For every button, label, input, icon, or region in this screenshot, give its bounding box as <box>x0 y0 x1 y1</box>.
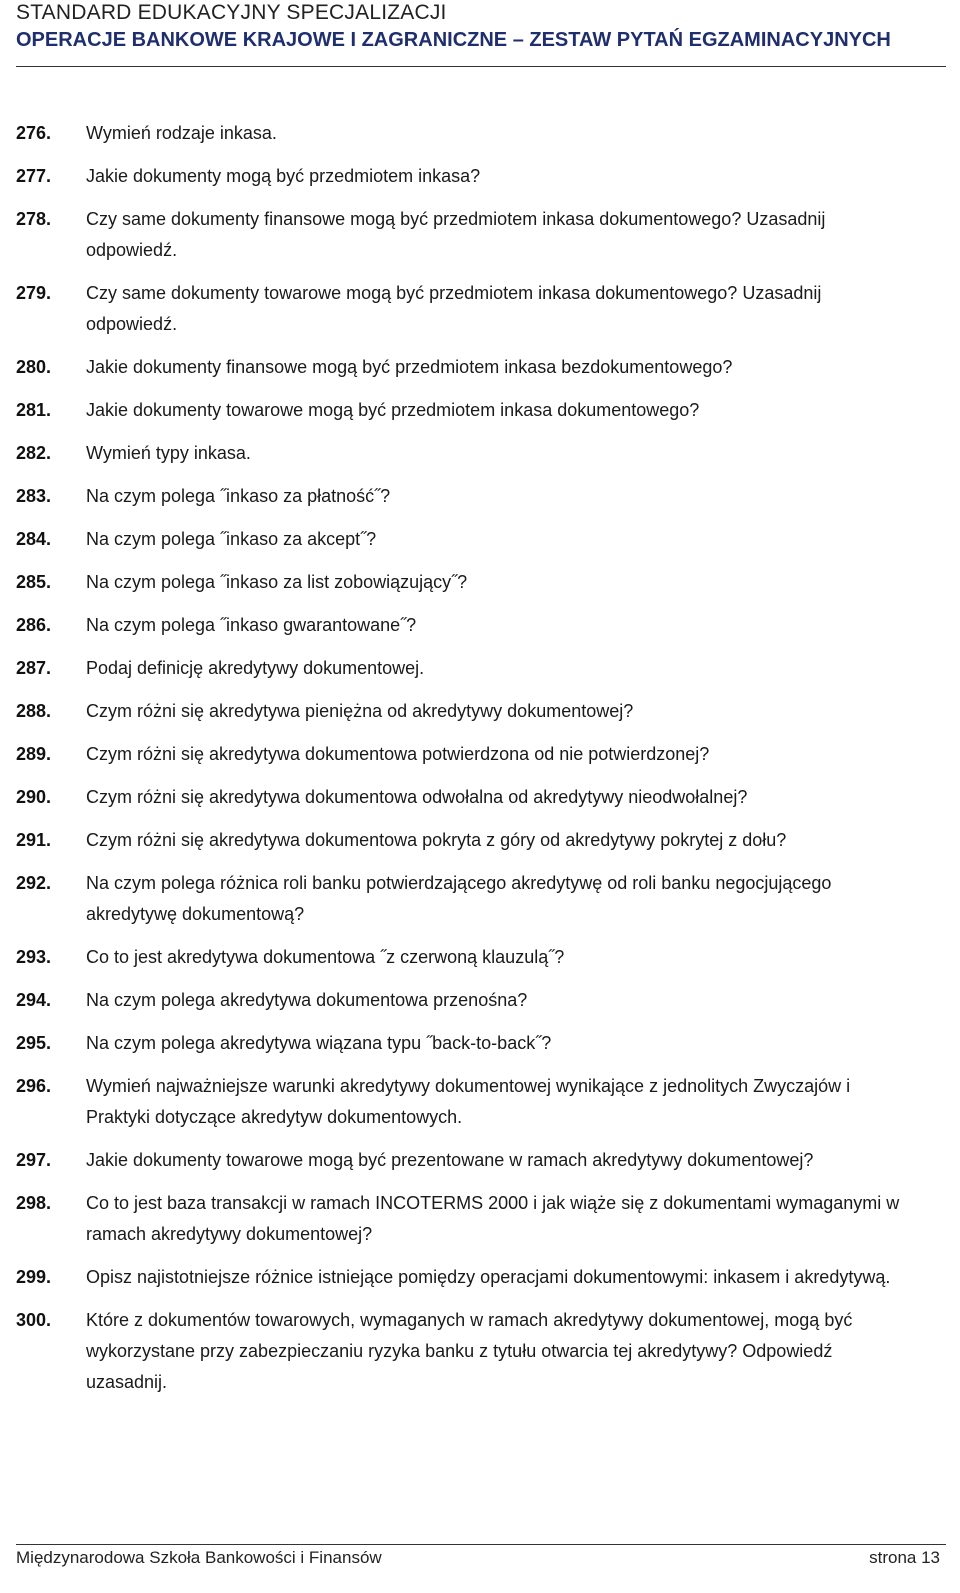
question-number: 300. <box>16 1310 52 1330</box>
question-number: 279. <box>16 283 52 303</box>
question-number: 276. <box>16 123 52 143</box>
question-item <box>16 204 946 266</box>
question-text: Na czym polega ˝inkaso za list zobowiązujący˝? <box>86 572 468 592</box>
question-number: 280. <box>16 357 52 377</box>
question-text: Co to jest baza transakcji w ramach INCOTERMS 2000 i jak wiąże się z dokumentami wymaganymi w ramach akredytywy dokumentowej? <box>86 1193 900 1244</box>
question-text: Na czym polega różnica roli banku potwierdzającego akredytywę od roli banku negocjującego akredytywę dokumentową? <box>86 873 832 924</box>
question-item <box>16 653 946 684</box>
question-text: Na czym polega ˝inkaso za płatność˝? <box>86 486 391 506</box>
question-text: Czym różni się akredytywa dokumentowa potwierdzona od nie potwierdzonej? <box>86 744 710 764</box>
question-text: Czy same dokumenty finansowe mogą być przedmiotem inkasa dokumentowego? Uzasadnij odpowiedź. <box>86 209 826 260</box>
question-item <box>16 567 946 598</box>
question-item <box>16 438 946 469</box>
question-text: Jakie dokumenty finansowe mogą być przedmiotem inkasa bezdokumentowego? <box>86 357 733 377</box>
question-number: 286. <box>16 615 52 635</box>
question-text: Jakie dokumenty mogą być przedmiotem inkasa? <box>86 166 481 186</box>
question-text: Na czym polega ˝inkaso za akcept˝? <box>86 529 377 549</box>
question-number: 298. <box>16 1193 52 1213</box>
question-text: Czym różni się akredytywa pieniężna od akredytywy dokumentowej? <box>86 701 634 721</box>
question-number: 292. <box>16 873 52 893</box>
question-item <box>16 610 946 641</box>
question-text: Czym różni się akredytywa dokumentowa odwołalna od akredytywy nieodwołalnej? <box>86 787 748 807</box>
question-number: 285. <box>16 572 52 592</box>
question-text: Czym różni się akredytywa dokumentowa pokryta z góry od akredytywy pokrytej z dołu? <box>86 830 787 850</box>
question-text: Wymień typy inkasa. <box>86 443 251 463</box>
question-number: 294. <box>16 990 52 1010</box>
question-number: 290. <box>16 787 52 807</box>
question-item <box>16 352 946 383</box>
header-title: STANDARD EDUKACYJNY SPECJALIZACJI <box>16 1 447 24</box>
question-text: Czy same dokumenty towarowe mogą być przedmiotem inkasa dokumentowego? Uzasadnij odpowiedź. <box>86 283 822 334</box>
question-item <box>16 1305 946 1398</box>
question-item <box>16 942 946 973</box>
question-text: Które z dokumentów towarowych, wymaganych w ramach akredytywy dokumentowej, mogą być wykorzystane przy zabezpieczaniu ryzyka banku z tytułu otwarcia tej akredytywy? Odpowiedź uzasadnij. <box>86 1310 853 1392</box>
question-number: 291. <box>16 830 52 850</box>
question-item <box>16 1071 946 1133</box>
question-number: 283. <box>16 486 52 506</box>
question-text: Na czym polega ˝inkaso gwarantowane˝? <box>86 615 417 635</box>
question-number: 282. <box>16 443 52 463</box>
question-text: Na czym polega akredytywa wiązana typu ˝back-to-back˝? <box>86 1033 552 1053</box>
question-number: 287. <box>16 658 52 678</box>
question-item <box>16 782 946 813</box>
question-number: 293. <box>16 947 52 967</box>
question-number: 277. <box>16 166 52 186</box>
question-number: 284. <box>16 529 52 549</box>
question-text: Podaj definicję akredytywy dokumentowej. <box>86 658 425 678</box>
question-number: 281. <box>16 400 52 420</box>
question-item <box>16 739 946 770</box>
page-header <box>16 0 946 53</box>
question-text: Jakie dokumenty towarowe mogą być przedmiotem inkasa dokumentowego? <box>86 400 700 420</box>
header-subtitle: OPERACJE BANKOWE KRAJOWE I ZAGRANICZNE – ZESTAW PYTAŃ EGZAMINACYJNYCH <box>16 29 891 51</box>
question-item <box>16 118 946 149</box>
question-item <box>16 161 946 192</box>
question-text: Wymień najważniejsze warunki akredytywy dokumentowej wynikające z jednolitych Zwyczajów i Praktyki dotyczące akredytyw dokumentowych. <box>86 1076 851 1127</box>
question-number: 289. <box>16 744 52 764</box>
question-number: 299. <box>16 1267 52 1287</box>
question-item <box>16 1262 946 1293</box>
question-text: Na czym polega akredytywa dokumentowa przenośna? <box>86 990 528 1010</box>
header-divider <box>16 66 946 67</box>
question-number: 288. <box>16 701 52 721</box>
question-item <box>16 524 946 555</box>
question-item <box>16 278 946 340</box>
question-text: Co to jest akredytywa dokumentowa ˝z czerwoną klauzulą˝? <box>86 947 565 967</box>
question-item <box>16 825 946 856</box>
question-item <box>16 395 946 426</box>
question-text: Opisz najistotniejsze różnice istniejące pomiędzy operacjami dokumentowymi: inkasem i akredytywą. <box>86 1267 891 1287</box>
question-item <box>16 481 946 512</box>
question-text: Wymień rodzaje inkasa. <box>86 123 277 143</box>
question-number: 295. <box>16 1033 52 1053</box>
question-item <box>16 985 946 1016</box>
question-number: 297. <box>16 1150 52 1170</box>
question-item <box>16 1145 946 1176</box>
question-text: Jakie dokumenty towarowe mogą być prezentowane w ramach akredytywy dokumentowej? <box>86 1150 814 1170</box>
question-item <box>16 1028 946 1059</box>
question-item <box>16 1188 946 1250</box>
question-item <box>16 868 946 930</box>
question-item <box>16 696 946 727</box>
footer-school-name: Międzynarodowa Szkoła Bankowości i Finansów <box>16 1548 382 1567</box>
question-list <box>16 118 946 1410</box>
footer-page-number: strona 13 <box>869 1548 940 1567</box>
footer-divider <box>16 1544 946 1545</box>
question-number: 296. <box>16 1076 52 1096</box>
question-number: 278. <box>16 209 52 229</box>
